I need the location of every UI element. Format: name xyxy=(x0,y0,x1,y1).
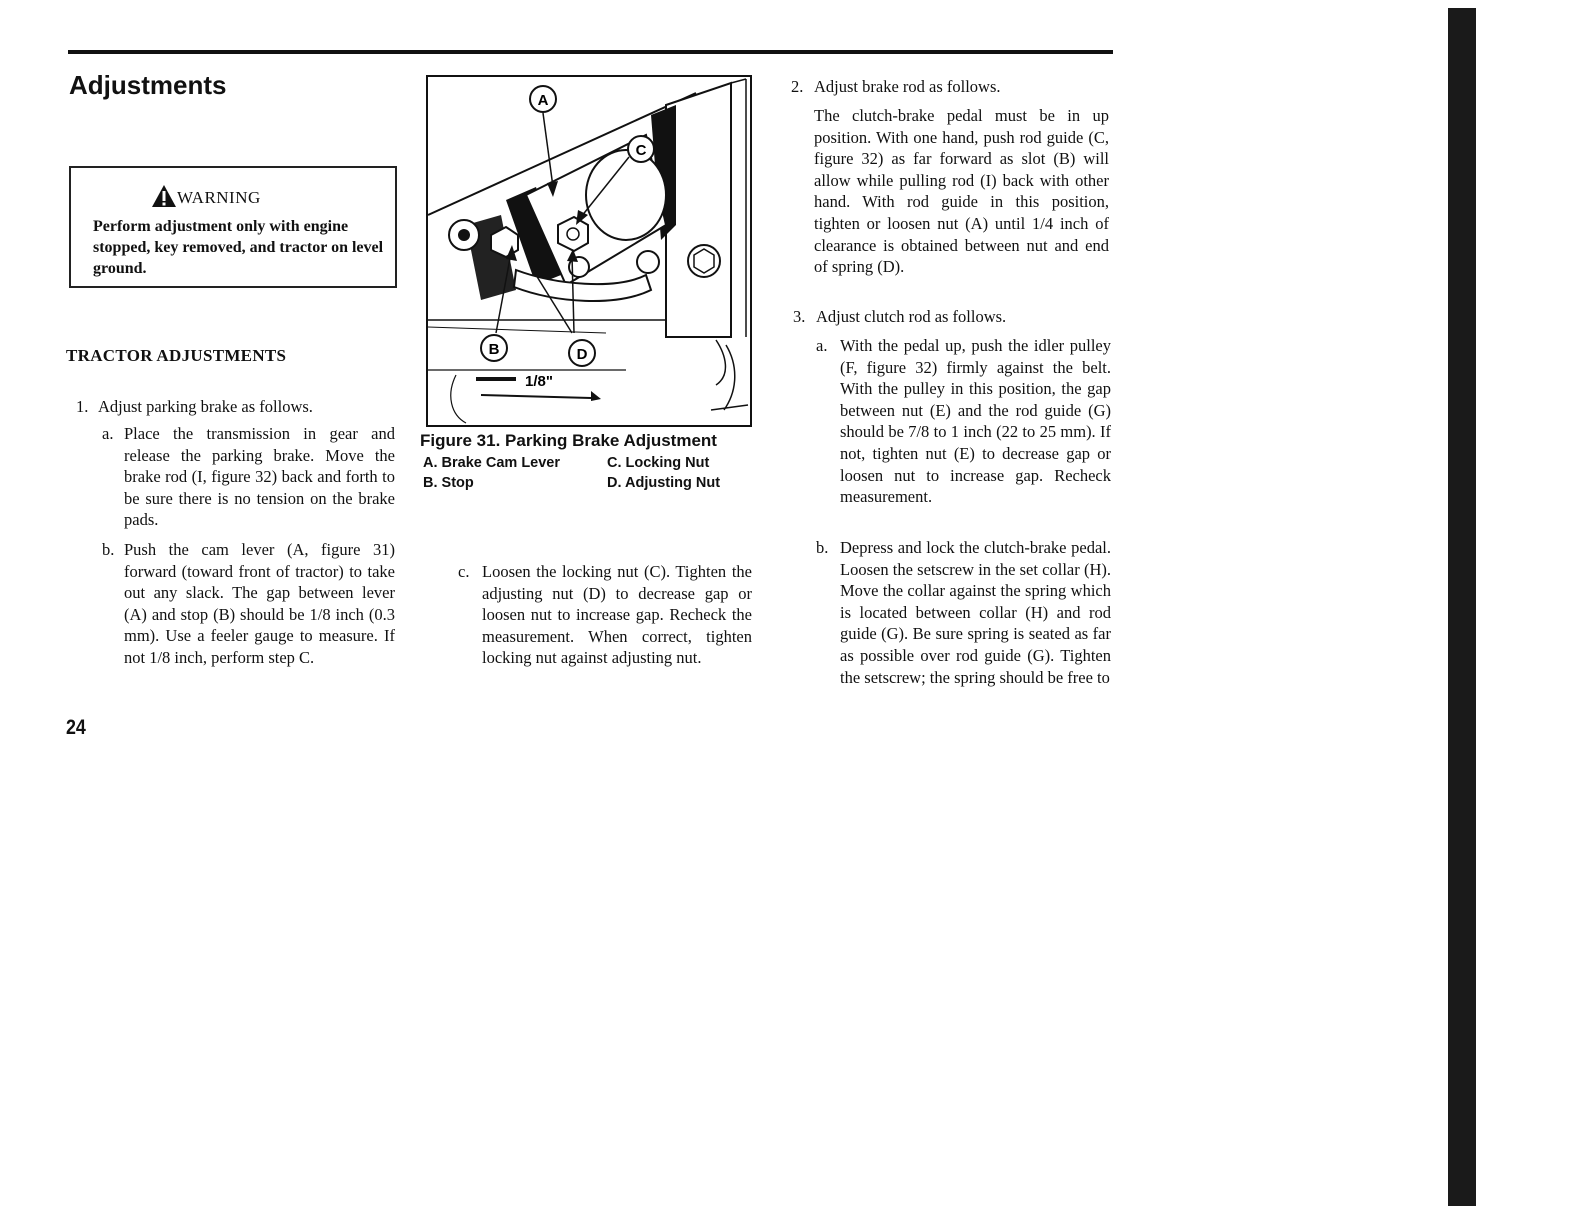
callout-d: D xyxy=(576,346,588,363)
scan-edge xyxy=(1448,8,1476,1206)
step-1c xyxy=(458,561,752,669)
step-2-body: The clutch-brake pedal must be in up position. With one hand, push rod guide (C, figure 32) as far forward as slot (B) will allow while pulling rod (I) back with other hand. With rod guide in this position, tighten or loosen nut (A) until 1/4 inch of clearance is obtained between nut and end of spring (D). xyxy=(814,106,1109,277)
callout-b: B xyxy=(488,341,500,358)
figure-31-illustration xyxy=(426,75,752,427)
step-1c-text: Loosen the locking nut (C). Tighten the adjusting nut (D) to decrease gap or loosen nut to increase gap. Recheck the measurement. When correct, tighten locking nut against adjusting nut. xyxy=(482,562,752,668)
step-3a xyxy=(816,335,1111,508)
step-1b xyxy=(102,539,395,669)
dimension-label: 1/8" xyxy=(525,373,553,390)
step-3-number: 3. xyxy=(793,307,806,326)
page-title: Adjustments xyxy=(69,70,227,100)
step-3b-text: Depress and lock the clutch-brake pedal. Loosen the setscrew in the set collar (H). Move the collar against the spring which is located between collar (H) and rod guide (G). Be sure spring is seated as far as possible over rod guide (G). Tighten the setscrew; the spring should be free to xyxy=(840,538,1111,687)
step-1-number: 1. xyxy=(76,397,89,416)
warning-text: Perform adjustment only with engine stopped, key removed, and tractor on level ground. xyxy=(93,218,384,277)
legend-a: A. Brake Cam Lever xyxy=(423,455,561,471)
step-1-text: Adjust parking brake as follows. xyxy=(98,397,313,416)
step-3a-text: With the pedal up, push the idler pulley (F, figure 32) firmly against the belt. With the pulley in this position, the gap between nut (E) and the rod guide (G) should be 7/8 to 1 inch (22 to 25 mm). If not, tighten nut (E) to decrease gap or loosen nut to increase gap. Recheck measurement. xyxy=(840,336,1111,507)
step-3 xyxy=(793,306,1113,328)
step-2-number: 2. xyxy=(791,77,804,96)
page-number: 24 xyxy=(66,716,86,739)
step-1b-text: Push the cam lever (A, figure 31) forward (toward front of tractor) to take out any slack. The gap between lever (A) and stop (B) should be 1/8 inch (0.3 mm). Use a feeler gauge to measure. If not 1/8 inch, perform step C. xyxy=(124,540,395,667)
warning-triangle-icon xyxy=(151,184,177,208)
step-1b-label: b. xyxy=(102,540,115,559)
step-1a-label: a. xyxy=(102,424,114,443)
step-3b-label: b. xyxy=(816,538,829,557)
callout-c: C xyxy=(635,142,647,159)
legend-b: B. Stop xyxy=(423,475,474,491)
figure-caption: Figure 31. Parking Brake Adjustment xyxy=(420,431,717,450)
step-2-text: Adjust brake rod as follows. xyxy=(814,77,1001,96)
step-1 xyxy=(76,396,406,418)
step-1a-text: Place the transmission in gear and release the parking brake. Move the brake rod (I, figure 32) back and forth to be sure there is no tension on the brake pads. xyxy=(124,424,395,530)
step-3a-label: a. xyxy=(816,336,828,355)
step-1a xyxy=(102,423,395,531)
step-3b xyxy=(816,537,1111,688)
top-rule xyxy=(68,50,1113,54)
section-heading: TRACTOR ADJUSTMENTS xyxy=(66,346,287,365)
legend-d: D. Adjusting Nut xyxy=(607,475,721,491)
warning-label: WARNING xyxy=(177,188,261,207)
callout-a: A xyxy=(537,92,549,109)
warning-box xyxy=(69,166,397,288)
step-1c-label: c. xyxy=(458,562,470,581)
step-3-text: Adjust clutch rod as follows. xyxy=(816,307,1007,326)
warning-header xyxy=(151,184,261,208)
step-2 xyxy=(791,76,1111,98)
legend-c: C. Locking Nut xyxy=(607,455,710,471)
